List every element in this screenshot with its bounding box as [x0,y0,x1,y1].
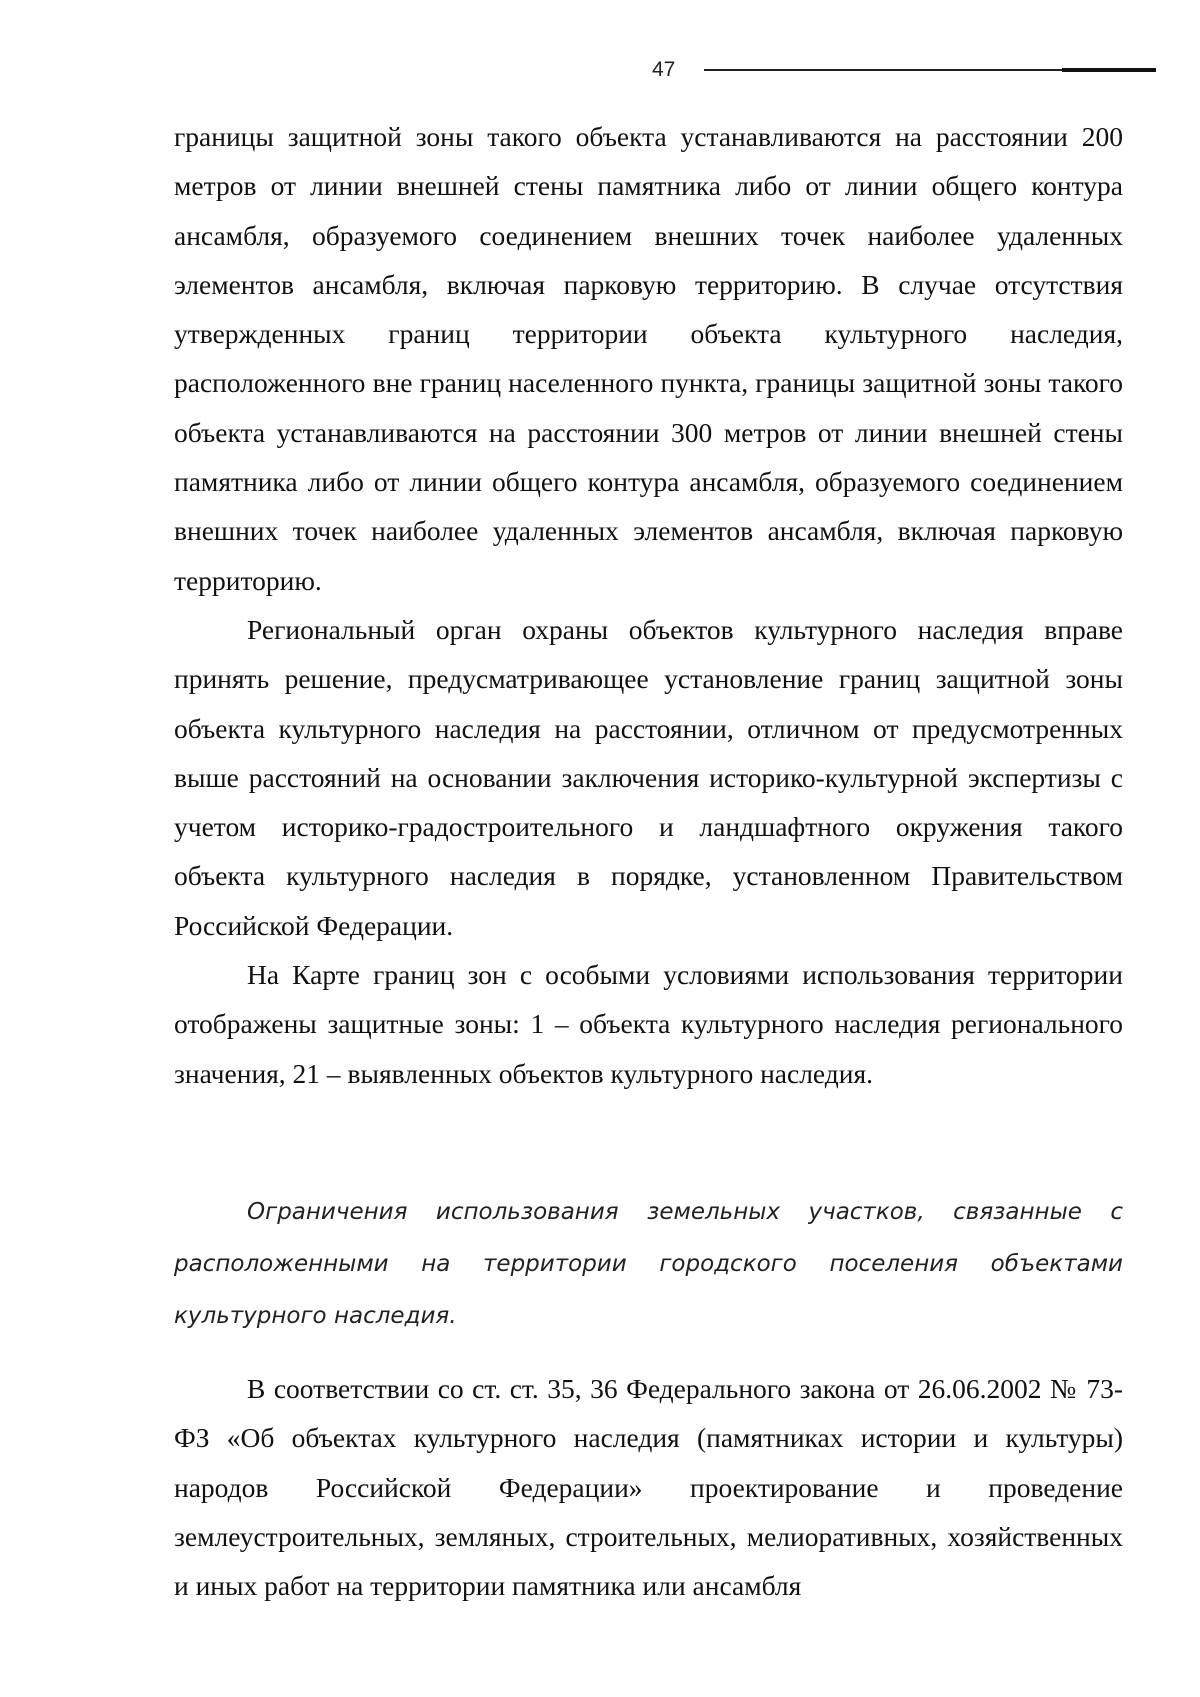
page-header [0,56,1200,86]
section-heading: Ограничения использования земельных участков, связанные с расположенными на территории городского поселения объектами культурного наследия. [174,1198,1123,1329]
header-rule-accent [1062,68,1156,72]
paragraph-regional-authority: Региональный орган охраны объектов культурного наследия вправе принять решение, предусматривающее установление границ защитной зоны объекта культурного наследия на расстоянии, отличном от предусмотренных выше расстояний на основании заключения историко-культурной экспертизы с учетом историко-градостроительного и ландшафтного окружения такого объекта культурного наследия в порядке, установленном Правительством Российской Федерации. [174,613,1123,941]
paragraph-federal-law: В соответствии со ст. ст. 35, 36 Федерального закона от 26.06.2002 № 73-ФЗ «Об объектах культурного наследия (памятниках истории и культуры) народов Российской Федерации» проектирование и проведение землеустроительных, земляных, строительных, мелиоративных, хозяйственных и иных работ на территории памятника или ансамбля [174,1372,1123,1602]
page-number: 47 [652,58,676,81]
document-body [174,112,1123,1610]
paragraph-continuation: границы защитной зоны такого объекта устанавливаются на расстоянии 200 метров от линии внешней стены памятника либо от линии общего контура ансамбля, образуемого соединением внешних точек наиболее удаленных элементов ансамбля, включая парковую территорию. В случае отсутствия утвержденных границ территории объекта культурного наследия, расположенного вне границ населенного пункта, границы защитной зоны такого объекта устанавливаются на расстоянии 300 метров от линии внешней стены памятника либо от линии общего контура ансамбля, образуемого соединением внешних точек наиболее удаленных элементов ансамбля, включая парковую территорию. [174,121,1123,596]
paragraph-map-zones: На Карте границ зон с особыми условиями использования территории отображены защитные зоны: 1 – объекта культурного наследия регионального значения, 21 – выявленных объектов культурного наследия. [174,959,1123,1089]
